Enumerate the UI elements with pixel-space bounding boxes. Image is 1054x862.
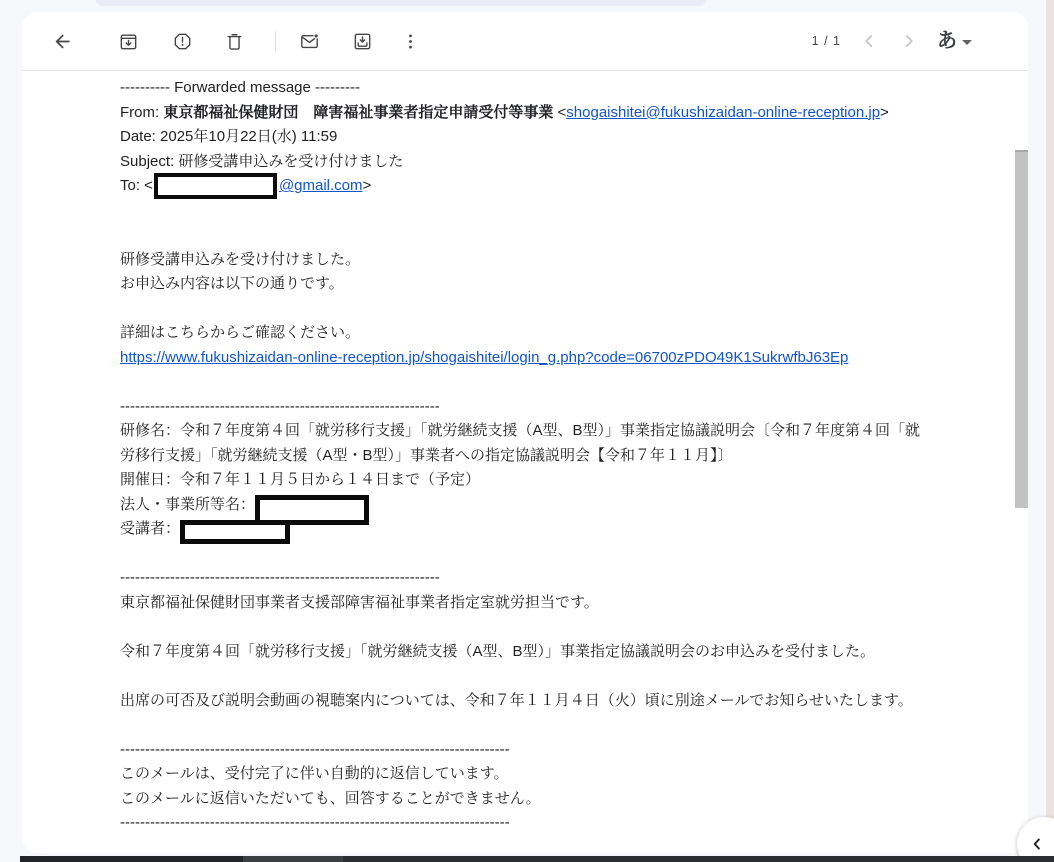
attendee-line — [120, 517, 1002, 542]
message-scrollbar-thumb[interactable] — [1015, 150, 1028, 508]
chevron-left-icon — [858, 30, 880, 52]
line-text: > — [362, 177, 372, 194]
confirmation-link-line — [120, 346, 1002, 371]
taskbar-edge — [20, 856, 1054, 862]
email-view-card — [22, 12, 1028, 853]
chevron-right-icon — [898, 30, 920, 52]
body-line: 出席の可否及び説明会動画の視聴案内については、令和７年１１月４日（火）頃に別途メールでお知らせいたします。 — [120, 691, 913, 709]
body-line: 研修受講申込みを受け付けました。 — [120, 250, 361, 268]
newer-conversation-button[interactable] — [849, 21, 889, 61]
sender-name: 東京都福祉保健財団 障害福祉事業者指定申請受付等事業 — [163, 103, 554, 121]
input-tools-button[interactable] — [931, 27, 978, 55]
date-line: Date: 2025年10月22日(水) 11:59 — [120, 128, 338, 145]
top-element-peek — [95, 0, 707, 6]
more-options-button[interactable] — [390, 21, 430, 61]
separator-line: ------------------------------------------------------------------------------ — [120, 814, 510, 831]
blank-line — [120, 223, 1002, 248]
body-line: 令和７年度第４回「就労移行支援」「就労継続支援（A型、B型）」事業指定協議説明会のお申込みを受付ました。 — [120, 642, 876, 660]
toolbar-divider — [275, 31, 276, 51]
blank-line — [120, 713, 1002, 738]
delete-button[interactable] — [214, 21, 254, 61]
report-spam-icon — [172, 31, 193, 52]
email-body — [120, 76, 1002, 836]
email-toolbar — [22, 12, 1028, 71]
blank-line — [120, 370, 1002, 395]
forwarded-message-label: ---------- Forwarded message --------- — [120, 79, 360, 96]
from-label: From: — [120, 103, 164, 121]
from-line — [120, 101, 1002, 126]
toolbar-right-group — [812, 21, 978, 61]
more-vert-icon — [400, 31, 421, 52]
separator-line: ---------------------------------------------------------------- — [120, 569, 440, 586]
blank-line — [120, 615, 1002, 640]
window-edge-strip — [1046, 0, 1054, 862]
body-line: 詳細はこちらからご確認ください。 — [120, 324, 361, 341]
recipient-redaction-box — [154, 173, 277, 199]
recipient-domain-link[interactable]: @gmail.com — [278, 177, 363, 194]
to-label: To: < — [120, 177, 153, 194]
older-conversation-button[interactable] — [889, 21, 929, 61]
sender-email-link[interactable]: shogaishitei@fukushizaidan-online-reception.jp — [566, 103, 881, 121]
field-label: 法人・事業所等名： — [120, 495, 256, 513]
organization-line — [120, 493, 1002, 518]
pagination-label: 1 / 1 — [811, 34, 841, 48]
separator-line: ------------------------------------------------------------------------------ — [120, 740, 510, 758]
unread-envelope-icon — [299, 31, 320, 52]
blank-line — [120, 542, 1002, 567]
to-line — [120, 174, 1002, 199]
dropdown-caret-icon — [962, 40, 972, 45]
report-spam-button[interactable] — [162, 21, 202, 61]
subject-line: Subject: 研修受講申込みを受け付けました — [120, 152, 404, 170]
confirmation-link[interactable]: https://www.fukushizaidan-online-reception.jp/shogaishitei/login_g.php?code=06700zPDO49K1SukrwfbJ63Ep — [120, 348, 849, 366]
line-text: < — [553, 103, 567, 121]
body-line: 研修名：令和７年度第４回「就労移行支援」「就労継続支援（A型、B型）」事業指定協議説明会〔令和７年度第４回「就 — [120, 422, 921, 439]
body-line: このメールは、受付完了に伴い自動的に返信しています。 — [120, 765, 509, 782]
move-to-button[interactable] — [342, 21, 382, 61]
back-arrow-icon — [52, 31, 73, 52]
blank-line — [120, 664, 1002, 689]
chevron-left-icon — [1028, 835, 1046, 853]
mark-unread-button[interactable] — [289, 21, 329, 61]
move-to-icon — [352, 31, 373, 52]
jukousha-redaction-box — [180, 520, 290, 544]
input-tools-icon: あ — [937, 30, 957, 52]
trash-icon — [224, 31, 245, 52]
body-line: 東京都福祉保健財団事業者支援部障害福祉事業者指定室就労担当です。 — [120, 593, 599, 611]
line-text: > — [880, 103, 889, 121]
blank-line — [120, 199, 1002, 224]
back-button[interactable] — [42, 21, 82, 61]
separator-line: ---------------------------------------------------------------- — [120, 397, 440, 415]
body-line: 開催日：令和７年１１月５日から１４日まで（予定） — [120, 471, 481, 488]
body-line: 労移行支援」「就労継続支援（A型・B型）」事業者への指定協議説明会【令和７年１１月】〕 — [120, 446, 733, 464]
body-line: このメールに返信いただいても、回答することができません。 — [120, 789, 541, 807]
archive-button[interactable] — [108, 21, 148, 61]
field-label: 受講者： — [120, 520, 181, 537]
archive-icon — [118, 31, 139, 52]
body-line: お申込み内容は以下の通りです。 — [120, 275, 344, 292]
blank-line — [120, 297, 1002, 322]
